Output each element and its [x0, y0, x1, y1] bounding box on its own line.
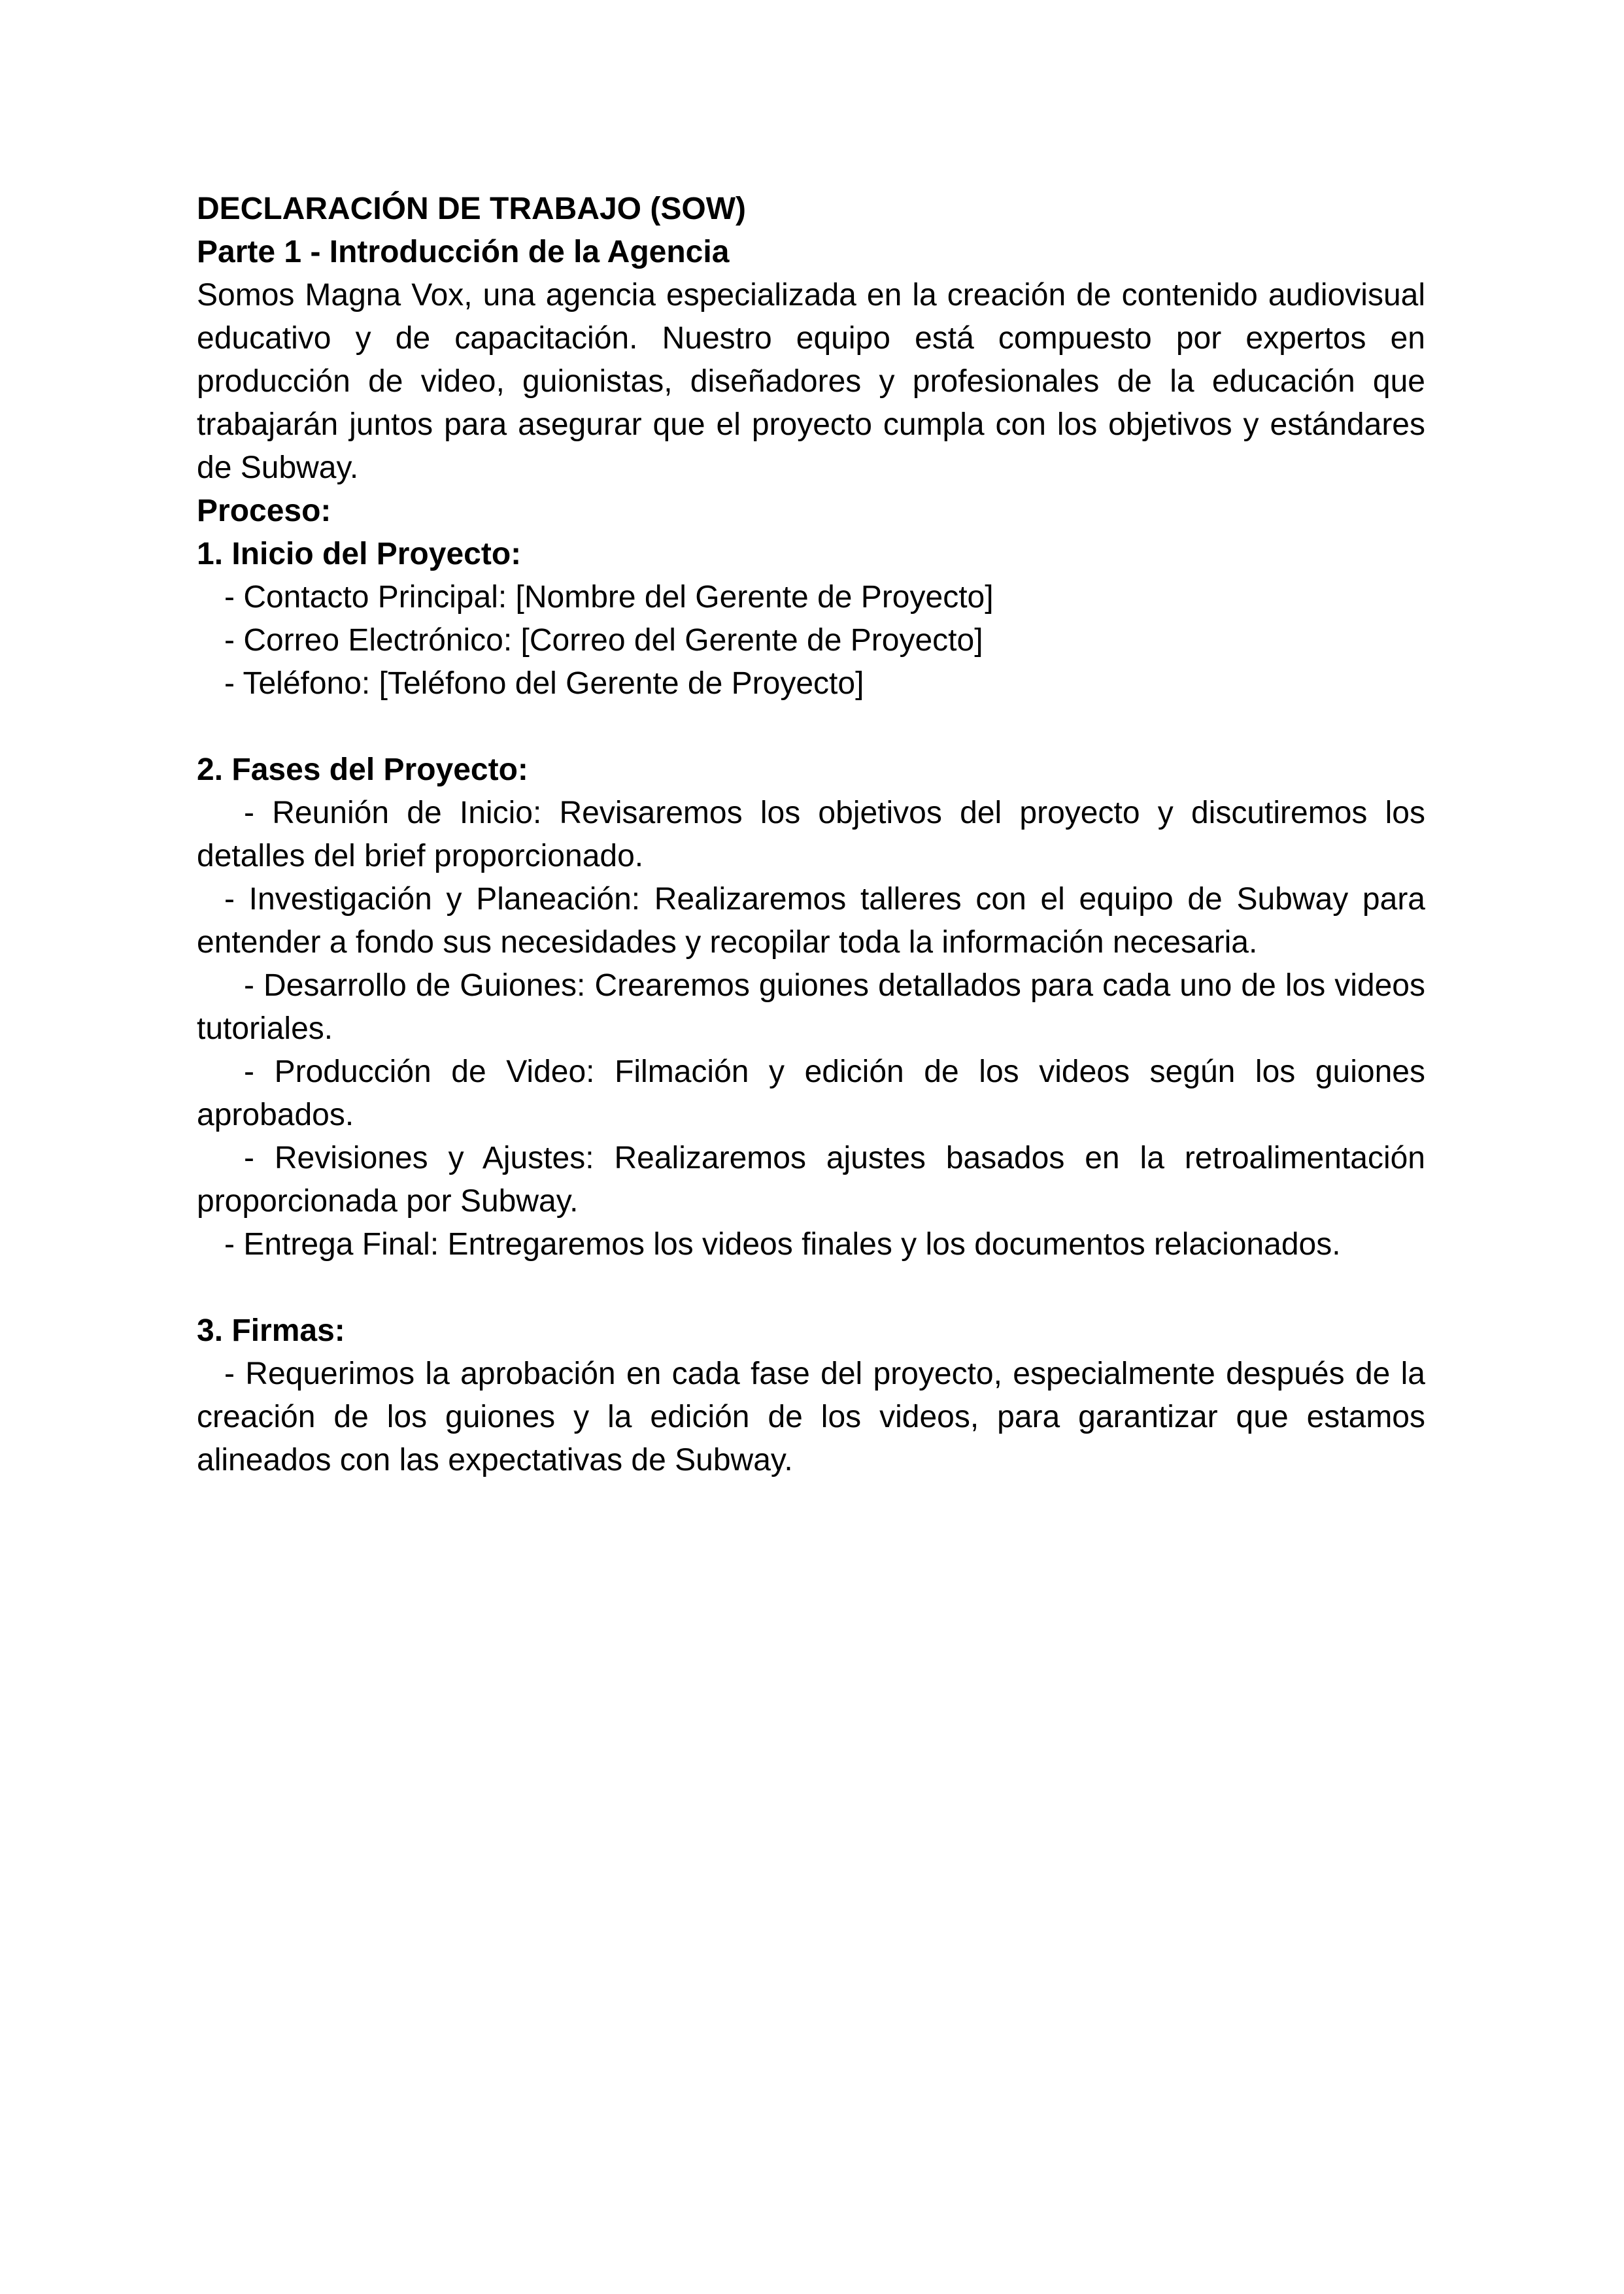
- process-heading: Proceso:: [197, 494, 331, 528]
- section2-item-reunion-de-inicio: - Reunión de Inicio: Revisaremos los objetivos del proyecto y discutiremos los detalles del brief proporcionado.: [197, 796, 1425, 873]
- section2-item-revisiones-y-ajustes: - Revisiones y Ajustes: Realizaremos ajustes basados en la retroalimentación proporcionada por Subway.: [197, 1141, 1425, 1219]
- section2-item-entrega-final: - Entrega Final: Entregaremos los videos finales y los documentos relacionados.: [224, 1227, 1341, 1262]
- section3-heading: 3. Firmas:: [197, 1313, 345, 1348]
- section1-item-correo-electronico: - Correo Electrónico: [Correo del Gerente de Proyecto]: [224, 623, 983, 658]
- section2-heading: 2. Fases del Proyecto:: [197, 752, 528, 787]
- section-inicio-del-proyecto: [197, 533, 1425, 705]
- section1-heading: 1. Inicio del Proyecto:: [197, 537, 522, 571]
- section-fases-del-proyecto: [197, 749, 1425, 1266]
- document-title: DECLARACIÓN DE TRABAJO (SOW): [197, 192, 746, 226]
- section1-item-contacto-principal: - Contacto Principal: [Nombre del Gerente de Proyecto]: [224, 580, 994, 615]
- section2-item-investigacion-y-planeacion: - Investigación y Planeación: Realizaremos talleres con el equipo de Subway para entender a fondo sus necesidades y recopilar toda la información necesaria.: [197, 882, 1425, 960]
- section1-item-telefono: - Teléfono: [Teléfono del Gerente de Proyecto]: [224, 666, 864, 701]
- part1-heading: Parte 1 - Introducción de la Agencia: [197, 235, 730, 269]
- section-firmas: [197, 1309, 1425, 1482]
- section3-item-requerimos-aprobacion: - Requerimos la aprobación en cada fase del proyecto, especialmente después de la creación de los guiones y la edición de los videos, para garantizar que estamos alineados con las expectativas de Subway.: [197, 1357, 1425, 1477]
- section2-item-produccion-de-video: - Producción de Video: Filmación y edición de los videos según los guiones aprobados.: [197, 1054, 1425, 1132]
- intro-paragraph: Somos Magna Vox, una agencia especializada en la creación de contenido audiovisual educativo y de capacitación. Nuestro equipo está compuesto por expertos en producción de video, guionistas, diseñadores y profesionales de la educación que trabajarán juntos para asegurar que el proyecto cumpla con los objetivos y estándares de Subway.: [197, 278, 1425, 485]
- section2-item-desarrollo-de-guiones: - Desarrollo de Guiones: Crearemos guiones detallados para cada uno de los videos tutoriales.: [197, 968, 1425, 1046]
